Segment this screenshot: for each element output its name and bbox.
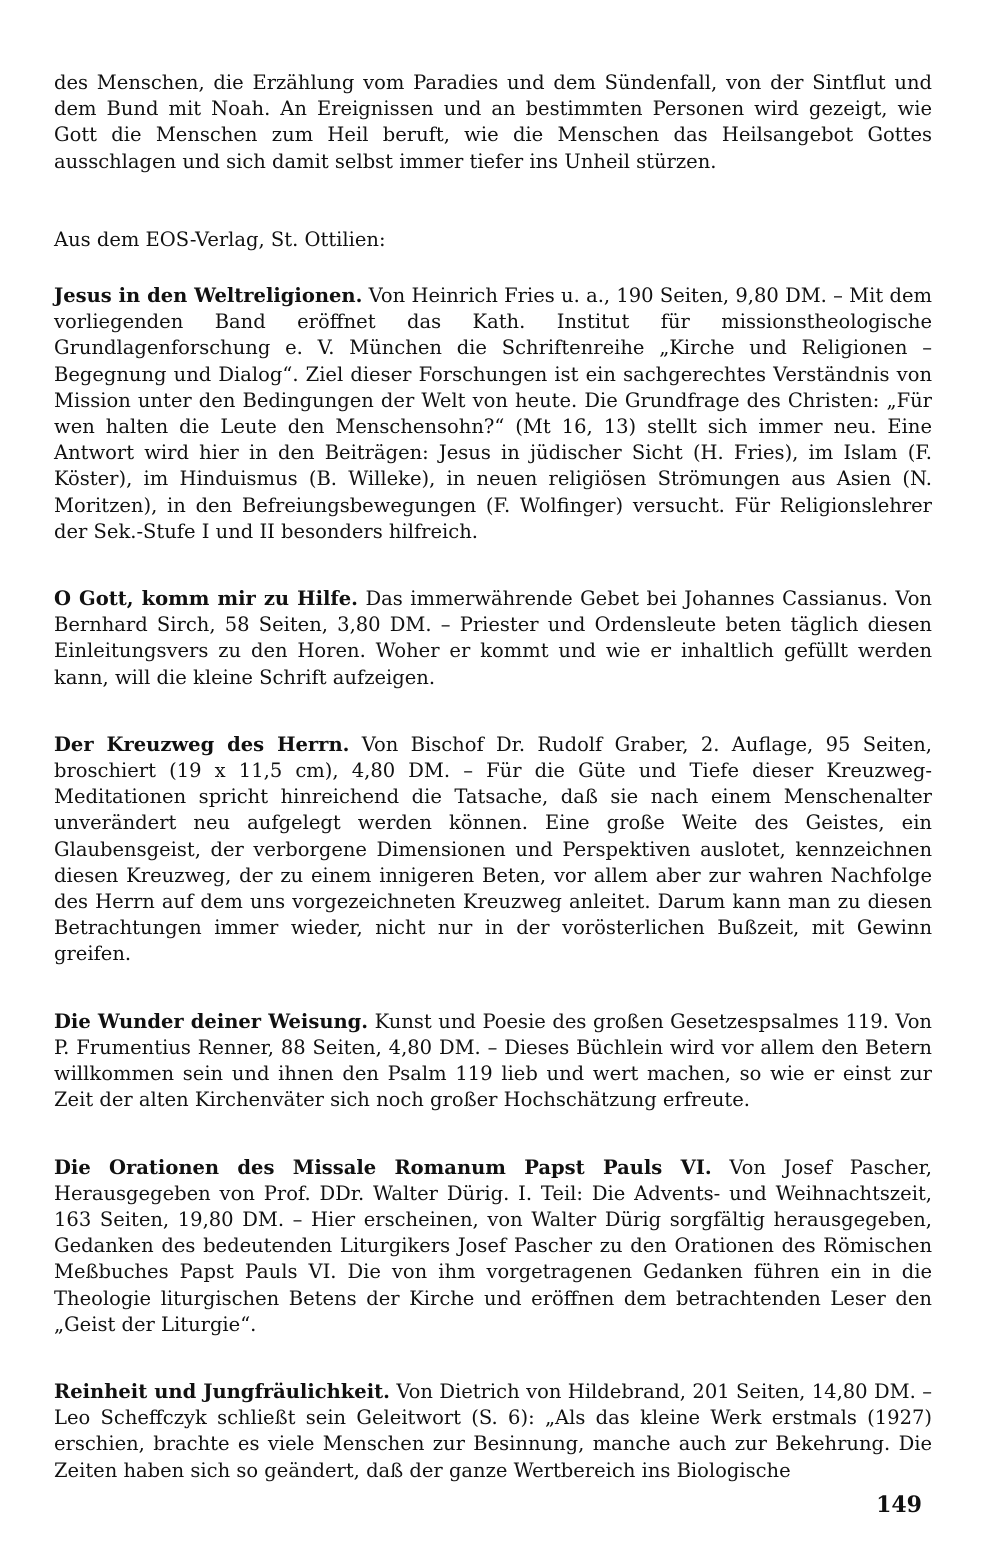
book-entry [54,586,932,691]
book-title: Die Orationen des Missale Romanum Papst Pauls VI. [54,1155,712,1179]
publisher-heading: Aus dem EOS-Verlag, St. Ottilien: [54,227,386,251]
book-description: Kunst und Poesie des großen Gesetzespsalmes 119. Von P. Frumentius Renner, 88 Seiten, 4,80 DM. – Dieses Büchlein wird vor allem den Betern willkommen sein und ihnen den Psalm 119 lieb und wert machen, so wie er einst zur Zeit der alten Kirchenväter sich noch großer Hochschätzung erfreute. [54,1009,932,1112]
intro-paragraph: des Menschen, die Erzählung vom Paradies und dem Sündenfall, von der Sintflut und dem Bund mit Noah. An Ereignissen und an bestimmten Personen wird gezeigt, wie Gott die Menschen zum Heil beruft, wie die Menschen das Heilsangebot Gottes ausschlagen und sich damit selbst immer tiefer ins Unheil stürzen. [54,71,932,173]
book-entry [54,283,932,545]
spacer [54,1114,932,1155]
book-description: Von Bischof Dr. Rudolf Graber, 2. Auflage, 95 Seiten, broschiert (19 x 11,5 cm), 4,80 DM. – Für die Güte und Tiefe dieser Kreuzweg-Meditationen spricht hinreichend die Tatsache, daß sie nach einem Menschenalter unverändert neu aufgelegt werden können. Eine große Weite des Geistes, ein Glaubensgeist, der verborgene Dimensionen und Perspektiven auslotet, kennzeichnen diesen Kreuzweg, der zu einem innigeren Beten, vor allem aber zur wahren Nachfolge des Herrn auf dem uns vorgezeichneten Kreuzweg anleitet. Darum kann man zu diesen Betrachtungen immer wieder, nicht nur in der vorösterlichen Bußzeit, mit Gewinn greifen. [54,732,932,966]
spacer [54,175,932,227]
book-entry [54,1155,932,1338]
spacer [54,253,932,283]
book-entry [54,1009,932,1114]
book-title: Jesus in den Weltreligionen. [54,284,363,308]
spacer [54,545,932,586]
book-description: Von Dietrich von Hildebrand, 201 Seiten, 14,80 DM. – Leo Scheffczyk schließt sein Geleitwort (S. 6): „Als das kleine Werk erstmals (1927) erschien, brachte es viele Menschen zur Besinnung, manche auch zur Bekehrung. Die Zeiten haben sich so geändert, daß der ganze Wertbereich ins Biologische [54,1379,932,1482]
book-entry [54,1379,932,1484]
spacer [54,968,932,1009]
book-title: O Gott, komm mir zu Hilfe. [54,587,358,611]
spacer [54,1338,932,1379]
book-description: Von Josef Pascher, Herausgegeben von Prof. DDr. Walter Dürig. I. Teil: Die Advents- und Weihnachtszeit, 163 Seiten, 19,80 DM. – Hier erscheinen, von Walter Dürig sorgfältig herausgegeben, Gedanken des bedeutenden Liturgikers Josef Pascher zu den Orationen des Römischen Meßbuches Papst Pauls VI. Die von ihm vorgetragenen Gedanken führen ein in die Theologie liturgischen Betens der Kirche und eröffnen dem betrachtenden Leser den „Geist der Liturgie“. [54,1155,932,1336]
book-title: Die Wunder deiner Weisung. [54,1009,369,1033]
book-title: Der Kreuzweg des Herrn. [54,732,350,756]
book-description: Von Heinrich Fries u. a., 190 Seiten, 9,80 DM. – Mit dem vorliegenden Band eröffnet das Kath. Institut für missionstheologische Grundlagenforschung e. V. München die Schriftenreihe „Kirche und Religionen – Begegnung und Dialog“. Ziel dieser Forschungen ist ein sachgerechtes Verständnis von Mission unter den Bedingungen der Welt von heute. Die Grundfrage des Christen: „Für wen halten die Leute den Menschensohn?“ (Mt 16, 13) stellt sich immer neu. Eine Antwort wird hier in den Beiträgen: Jesus in jüdischer Sicht (H. Fries), im Islam (F. Köster), im Hinduismus (B. Willeke), in neuen religiösen Strömungen aus Asien (N. Moritzen), in den Befreiungsbewegungen (F. Wolfinger) versucht. Für Religionslehrer der Sek.-Stufe I und II besonders hilfreich. [54,284,932,543]
book-entry [54,732,932,968]
page-number: 149 [876,1492,922,1518]
book-title: Reinheit und Jungfräulichkeit. [54,1379,390,1403]
book-description: Das immerwährende Gebet bei Johannes Cassianus. Von Bernhard Sirch, 58 Seiten, 3,80 DM. – Priester und Ordensleute beten täglich diesen Einleitungsvers zu den Horen. Woher er kommt und wie er inhaltlich gefüllt werden kann, will die kleine Schrift aufzeigen. [54,587,932,689]
page-content [54,70,932,1484]
spacer [54,691,932,732]
